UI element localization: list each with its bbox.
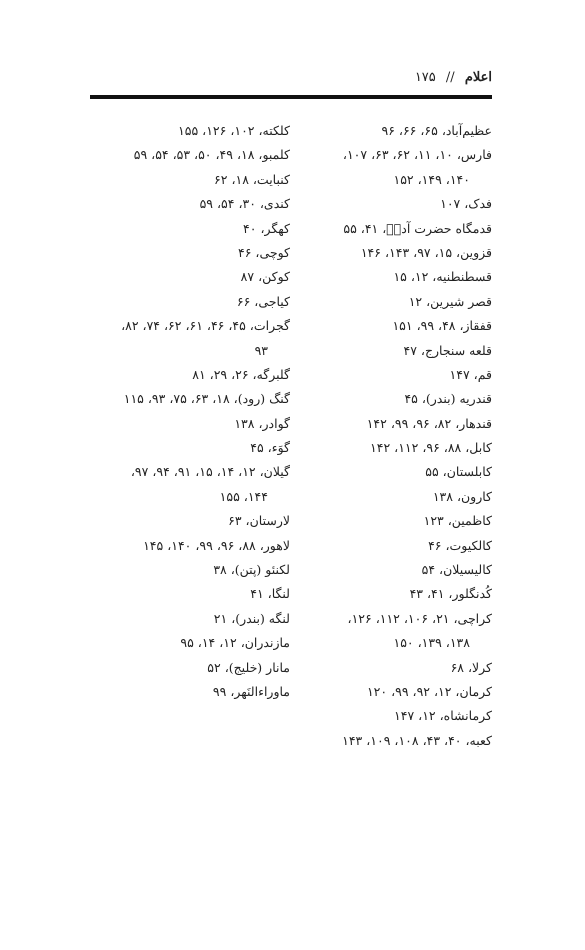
index-entry: کیاجی، ۶۶ bbox=[236, 293, 290, 309]
header-separator: // bbox=[445, 70, 455, 85]
index-entry: قفقاز، ۴۸، ۹۹، ۱۵۱ bbox=[392, 318, 492, 334]
index-entry: کرمان، ۱۲، ۹۲، ۹۹، ۱۲۰ bbox=[366, 683, 492, 699]
index-entry: کلکته، ۱۰۲، ۱۲۶، ۱۵۵ bbox=[178, 123, 290, 138]
index-entry: کلمبو، ۱۸، ۴۹، ۵۰، ۵۳، ۵۴، ۵۹ bbox=[133, 147, 290, 163]
index-entry: کالیسیلان، ۵۴ bbox=[421, 562, 492, 578]
header-title: اعلام bbox=[464, 70, 492, 85]
index-column-right bbox=[292, 119, 492, 753]
index-entry: کُدنگلور، ۴۱، ۴۳ bbox=[409, 586, 492, 602]
index-entry-continuation: ۹۳ bbox=[254, 342, 268, 358]
index-entry: لنگا، ۴۱ bbox=[250, 586, 290, 602]
index-entry: کراچی، ۲۱، ۱۰۶، ۱۱۲، ۱۲۶، bbox=[347, 610, 492, 626]
index-entry-continuation: ۱۴۰، ۱۴۹، ۱۵۲ bbox=[393, 171, 470, 187]
header-rule bbox=[90, 95, 492, 99]
index-entry: لکنئو (پتن)، ۳۸ bbox=[213, 562, 290, 578]
index-entry: فدک، ۱۰۷ bbox=[440, 196, 492, 212]
index-entry: لاهور، ۸۸، ۹۶، ۹۹، ۱۴۰، ۱۴۵ bbox=[143, 537, 290, 553]
index-entry: کندی، ۳۰، ۵۴، ۵۹ bbox=[199, 196, 290, 212]
index-entry: ماوراءالنَهر، ۹۹ bbox=[212, 683, 290, 699]
index-entry-continuation: ۱۴۴، ۱۵۵ bbox=[219, 488, 268, 504]
index-entry: کرلا، ۶۸ bbox=[450, 659, 492, 675]
index-entry: کهگر، ۴۰ bbox=[243, 220, 290, 236]
index-entry: کابلستان، ۵۵ bbox=[425, 464, 492, 480]
index-entry: کاظمین، ۱۲۳ bbox=[423, 513, 492, 529]
index-entry: گنگ (رود)، ۱۸، ۶۳، ۷۵، ۹۳، ۱۱۵ bbox=[123, 391, 290, 407]
index-entry: قسطنطنیه، ۱۲، ۱۵ bbox=[393, 269, 492, 285]
index-entry: قزوین، ۱۵، ۹۷، ۱۴۳، ۱۴۶ bbox=[360, 244, 492, 260]
index-entry-continuation: ۱۳۸، ۱۳۹، ۱۵۰ bbox=[393, 635, 470, 651]
index-entry: گوَء، ۴۵ bbox=[250, 440, 290, 456]
index-entry: فارس، ۱۰، ۱۱، ۶۲، ۶۳، ۱۰۷، bbox=[342, 147, 492, 163]
index-entry: قندریه (بندر)، ۴۵ bbox=[404, 391, 492, 407]
index-entry: کالکیوت، ۴۶ bbox=[428, 537, 492, 553]
index-entry: قم، ۱۴۷ bbox=[449, 366, 492, 382]
index-entry: قدمگاه حضرت آدمؑ، ۴۱، ۵۵ bbox=[343, 220, 492, 236]
index-entry: گجرات، ۴۵، ۴۶، ۶۱، ۶۲، ۷۴، ۸۲، bbox=[121, 318, 290, 334]
index-entry: عظیم‌آباد، ۶۵، ۶۶، ۹۶ bbox=[381, 123, 492, 138]
index-entry: لنگه (بندر)، ۲۱ bbox=[213, 610, 290, 626]
index-entry: مازندران، ۱۲، ۱۴، ۹۵ bbox=[180, 635, 290, 651]
index-entry: قندهار، ۸۲، ۹۶، ۹۹، ۱۴۲ bbox=[366, 415, 492, 431]
index-entry: لارستان، ۶۳ bbox=[228, 513, 290, 529]
index-entry: قصر شیرین، ۱۲ bbox=[408, 293, 492, 309]
index-column-left bbox=[90, 119, 290, 704]
index-entry: کوچی، ۴۶ bbox=[238, 244, 290, 260]
index-entry: کنبایت، ۱۸، ۶۲ bbox=[214, 171, 290, 187]
index-entry: گلبرگه، ۲۶، ۲۹، ۸۱ bbox=[192, 366, 290, 382]
index-entry: کوکن، ۸۷ bbox=[240, 269, 290, 285]
index-entry: گیلان، ۱۲، ۱۴، ۱۵، ۹۱، ۹۴، ۹۷، bbox=[130, 464, 290, 480]
index-entry: کعبه، ۴۰، ۴۳، ۱۰۸، ۱۰۹، ۱۴۳ bbox=[342, 732, 492, 748]
index-entry: کابل، ۸۸، ۹۶، ۱۱۲، ۱۴۲ bbox=[370, 440, 492, 456]
index-entry: گوادر، ۱۳۸ bbox=[234, 415, 290, 431]
running-header bbox=[90, 70, 492, 86]
page-number: ۱۷۵ bbox=[414, 70, 436, 85]
index-entry: کرمانشاه، ۱۲، ۱۴۷ bbox=[394, 708, 492, 724]
index-entry: کارون، ۱۳۸ bbox=[432, 488, 492, 504]
index-entry: مانار (خلیج)، ۵۲ bbox=[207, 659, 290, 675]
index-entry: قلعه سنجارج، ۴۷ bbox=[403, 342, 492, 358]
